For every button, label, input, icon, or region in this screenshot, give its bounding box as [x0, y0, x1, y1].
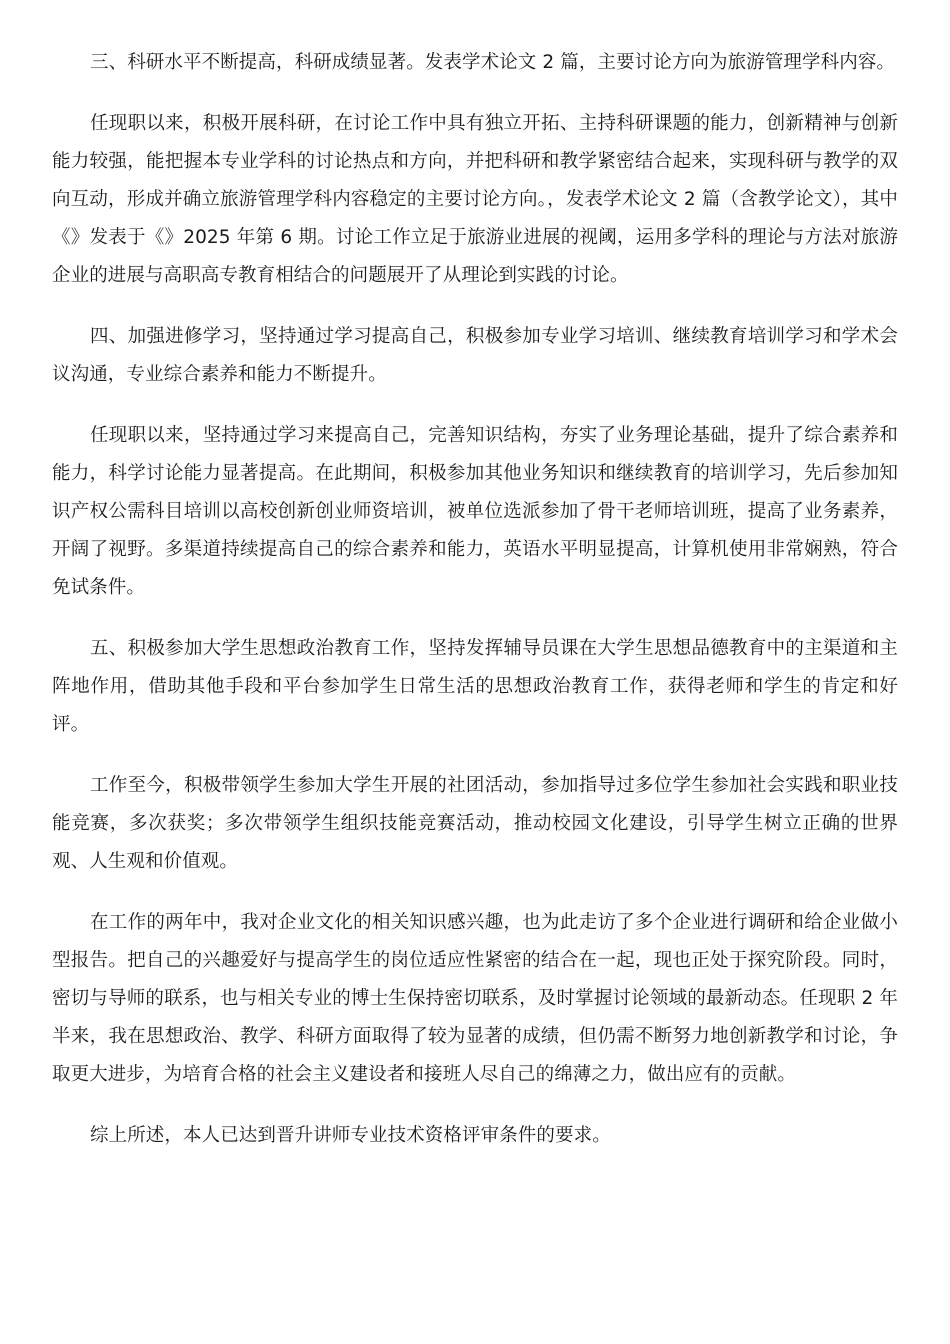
paragraph-two-year-summary: 在工作的两年中，我对企业文化的相关知识感兴趣，也为此走访了多个企业进行调研和给企业做小型报告。把自己的兴趣爱好与提高学生的岗位适应性紧密的结合在一起，现也正处于探究阶段。同时，密切与导师的联系，也与相关专业的博士生保持密切联系，及时掌握讨论领域的最新动态。任现职 2 年半来，我在思想政治、教学、科研方面取得了较为显著的成绩，但仍需不断努力地创新教学和讨论，争取更大进步，为培育合格的社会主义建设者和接班人尽自己的绵薄之力，做出应有的贡献。 — [52, 912, 898, 1085]
paragraph-ideology-heading: 五、积极参加大学生思想政治教育工作，坚持发挥辅导员课在大学生思想品德教育中的主渠道和主阵地作用，借助其他手段和平台参加学生日常生活的思想政治教育工作，获得老师和学生的肯定和好评。 — [52, 638, 898, 735]
document-body — [52, 44, 898, 1178]
paragraph-study-heading: 四、加强进修学习，坚持通过学习提高自己，积极参加专业学习培训、继续教育培训学习和学术会议沟通，专业综合素养和能力不断提升。 — [52, 326, 898, 385]
paragraph-study-detail: 任现职以来，坚持通过学习来提高自己，完善知识结构，夯实了业务理论基础，提升了综合素养和能力，科学讨论能力显著提高。在此期间，积极参加其他业务知识和继续教育的培训学习，先后参加知识产权公需科目培训以高校创新创业师资培训，被单位选派参加了骨干老师培训班，提高了业务素养，开阔了视野。多渠道持续提高自己的综合素养和能力，英语水平明显提高，计算机使用非常娴熟，符合免试条件。 — [52, 425, 898, 598]
paragraph-research-heading: 三、科研水平不断提高，科研成绩显著。发表学术论文 2 篇，主要讨论方向为旅游管理学科内容。 — [90, 52, 896, 73]
paragraph-conclusion: 综上所述，本人已达到晋升讲师专业技术资格评审条件的要求。 — [90, 1125, 611, 1146]
paragraph-student-activities: 工作至今，积极带领学生参加大学生开展的社团活动，参加指导过多位学生参加社会实践和职业技能竞赛，多次获奖；多次带领学生组织技能竞赛活动，推动校园文化建设，引导学生树立正确的世界观、人生观和价值观。 — [52, 775, 898, 872]
paragraph-research-detail: 任现职以来，积极开展科研，在讨论工作中具有独立开拓、主持科研课题的能力，创新精神与创新能力较强，能把握本专业学科的讨论热点和方向，并把科研和教学紧密结合起来，实现科研与教学的双向互动，形成并确立旅游管理学科内容稳定的主要讨论方向。，发表学术论文 2 篇（含教学论文），其中《》发表于《》2025 年第 6 期。讨论工作立足于旅游业进展的视阈，运用多学科的理论与方法对旅游企业的进展与高职高专教育相结合的问题展开了从理论到实践的讨论。 — [52, 113, 898, 286]
